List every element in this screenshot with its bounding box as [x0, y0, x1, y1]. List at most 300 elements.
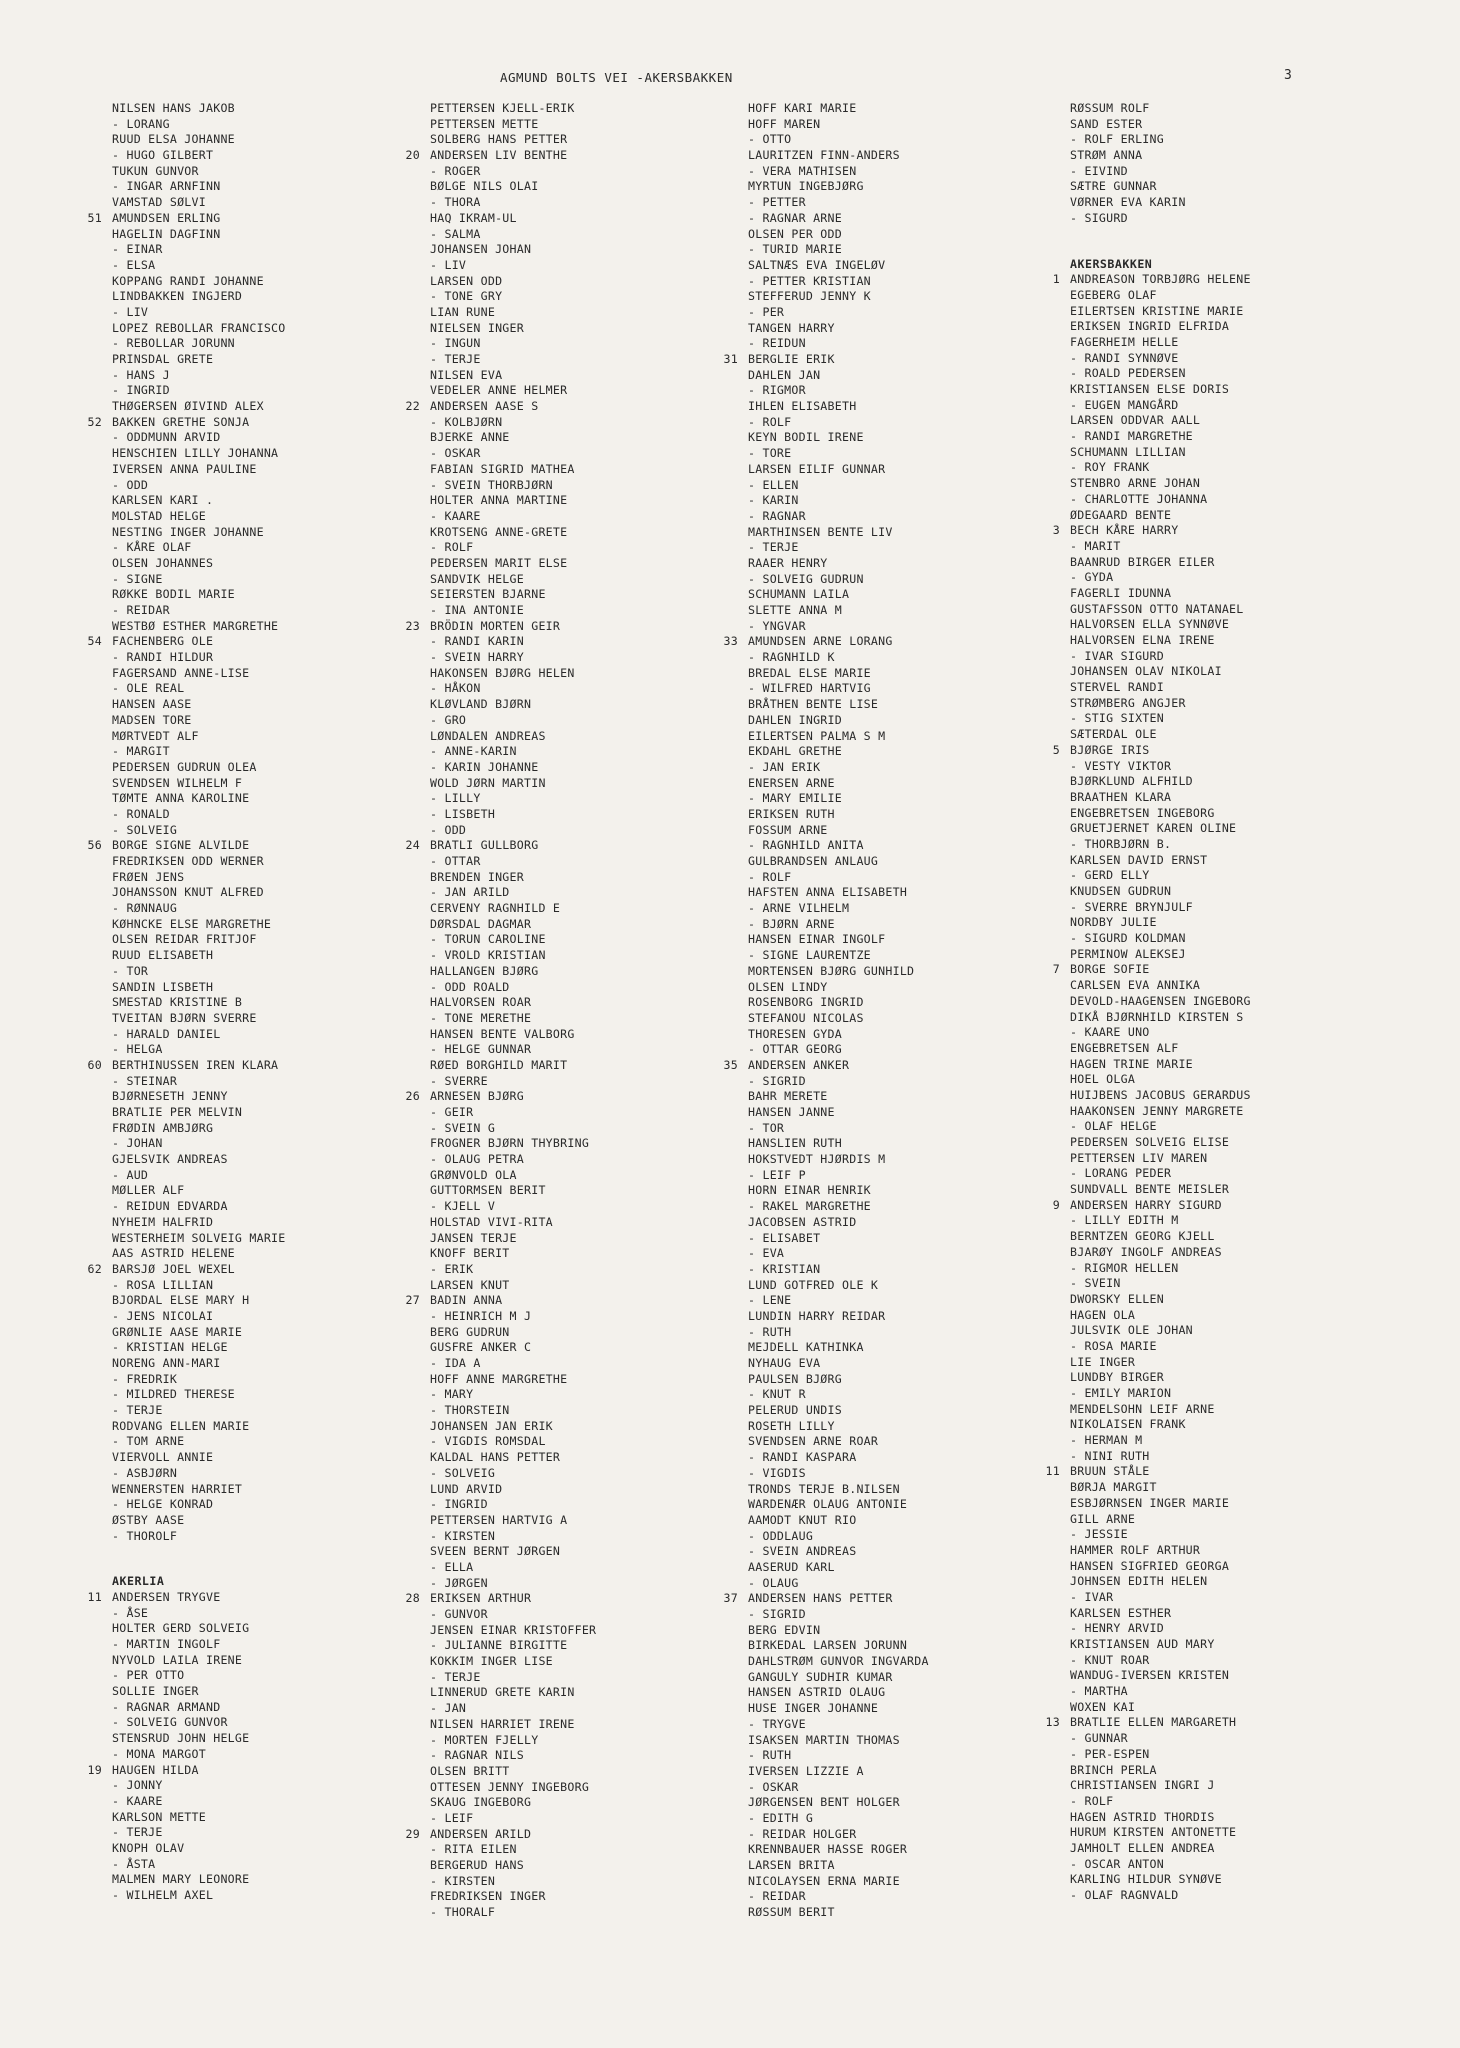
resident-name: PEDERSEN MARIT ELSE: [430, 555, 568, 570]
resident-name: DAHLSTRØM GUNVOR INGVARDA: [748, 1654, 929, 1669]
resident-entry: [1070, 1653, 1375, 1669]
page-header: AGMUND BOLTS VEI -AKERSBAKKEN: [500, 70, 733, 85]
resident-entry: [430, 195, 735, 211]
resident-entry: [1070, 476, 1375, 492]
resident-entry: [430, 1623, 735, 1639]
resident-name: - VIGDIS ROMSDAL: [430, 1434, 546, 1449]
resident-name: DIKÅ BJØRNHILD KIRSTEN S: [1070, 1009, 1244, 1024]
resident-entry: [748, 1121, 1053, 1137]
resident-name: STERVEL RANDI: [1070, 680, 1164, 695]
resident-entry: [1070, 335, 1375, 351]
resident-name: NIKOLAISEN FRANK: [1070, 1417, 1186, 1432]
resident-entry: [1070, 1402, 1375, 1418]
resident-entry: [748, 823, 1053, 839]
resident-name: MALMEN MARY LEONORE: [112, 1872, 250, 1887]
resident-name: HANSEN AASE: [112, 697, 192, 712]
resident-name: - RAGNHILD ANITA: [748, 838, 864, 853]
resident-entry: [748, 980, 1053, 996]
resident-name: - MARIT: [1070, 538, 1121, 553]
resident-name: - RANDI KARIN: [430, 634, 524, 649]
resident-name: SVEEN BERNT JØRGEN: [430, 1544, 561, 1559]
resident-entry: [112, 148, 417, 164]
resident-entry: [1070, 1763, 1375, 1779]
resident-name: PELERUD UNDIS: [748, 1403, 842, 1418]
resident-name: - SOLVEIG: [112, 822, 178, 837]
resident-name: WESTBØ ESTHER MARGRETHE: [112, 618, 279, 633]
resident-entry: [430, 1136, 735, 1152]
resident-name: - SIGRID: [748, 1073, 806, 1088]
resident-name: - SVERRE BRYNJULF: [1070, 899, 1193, 914]
resident-name: JAMHOLT ELLEN ANDREA: [1070, 1840, 1215, 1855]
resident-entry: [112, 980, 417, 996]
resident-entry: [430, 1889, 735, 1905]
resident-entry: [430, 729, 735, 745]
resident-entry: [87, 1762, 417, 1779]
resident-name: JOHANSEN OLAV NIKOLAI: [1070, 664, 1222, 679]
resident-name: - GERD ELLY: [1070, 868, 1150, 883]
resident-entry: [1070, 148, 1375, 164]
resident-name: - RAGNAR ARMAND: [112, 1699, 221, 1714]
resident-name: ANDERSEN TRYGVE: [112, 1589, 221, 1604]
resident-name: HOLTER ANNA MARTINE: [430, 493, 568, 508]
resident-entry: [430, 1262, 735, 1278]
resident-entry: [112, 1278, 417, 1294]
resident-name: - KAARE: [430, 508, 481, 523]
resident-name: GRØNVOLD OLA: [430, 1167, 517, 1182]
resident-entry: [1070, 837, 1375, 853]
resident-name: HOEL OLGA: [1070, 1072, 1136, 1087]
resident-name: - ODD: [430, 822, 467, 837]
resident-entry: [112, 697, 417, 713]
resident-entry: [1070, 1527, 1375, 1543]
resident-name: HANSEN JANNE: [748, 1105, 835, 1119]
resident-entry: [112, 587, 417, 603]
resident-entry: [1070, 586, 1375, 602]
resident-name: - JAN ARILD: [430, 885, 510, 900]
resident-entry: [430, 117, 735, 133]
resident-name: BAKKEN GRETHE SONJA: [112, 414, 250, 429]
resident-entry: [748, 1513, 1053, 1529]
resident-name: HALVORSEN ELLA SYNNØVE: [1070, 617, 1230, 632]
resident-name: ESBJØRNSEN INGER MARIE: [1070, 1495, 1230, 1510]
resident-name: - THORSTEIN: [430, 1403, 510, 1418]
house-number: 1: [1052, 272, 1060, 287]
resident-entry: [112, 791, 417, 807]
resident-entry: [748, 1607, 1053, 1623]
resident-name: - INGAR ARNFINN: [112, 179, 221, 194]
resident-entry: [1070, 1417, 1375, 1433]
resident-name: - ODD: [112, 477, 149, 492]
resident-name: - EVA: [748, 1246, 785, 1261]
resident-name: - JØRGEN: [430, 1575, 488, 1590]
resident-name: PRINSDAL GRETE: [112, 352, 214, 366]
resident-entry: [430, 1811, 735, 1827]
resident-name: GULBRANDSEN ANLAUG: [748, 854, 879, 868]
resident-entry: [112, 932, 417, 948]
resident-entry: [430, 1434, 735, 1450]
resident-name: - OSKAR: [748, 1779, 799, 1794]
resident-entry: [112, 1668, 417, 1684]
resident-entry: [748, 1905, 1053, 1921]
resident-name: PETTERSEN LIV MAREN: [1070, 1150, 1208, 1165]
resident-name: - HERMAN M: [1070, 1433, 1143, 1448]
resident-entry: [748, 619, 1053, 635]
resident-name: - JULIANNE BIRGITTE: [430, 1638, 568, 1653]
resident-name: LARSEN BRITA: [748, 1858, 835, 1872]
resident-name: LØNDALEN ANDREAS: [430, 728, 546, 743]
resident-entry: [1070, 1574, 1375, 1590]
resident-name: SANDVIK HELGE: [430, 571, 524, 586]
resident-name: JULSVIK OLE JOHAN: [1070, 1323, 1193, 1338]
resident-entry: [1070, 1825, 1375, 1841]
resident-entry: [112, 1606, 417, 1622]
resident-name: - HARALD DANIEL: [112, 1026, 221, 1041]
resident-entry: [112, 744, 417, 760]
resident-entry: [112, 195, 417, 211]
resident-name: - ROLF: [430, 540, 474, 555]
resident-entry: [112, 1841, 417, 1857]
resident-name: BERG GUDRUN: [430, 1324, 510, 1339]
resident-name: - RUTH: [748, 1748, 792, 1763]
resident-entry: [1070, 680, 1375, 696]
resident-name: - THORBJØRN B.: [1070, 836, 1172, 851]
house-number: 20: [405, 148, 420, 163]
resident-entry: [1070, 1637, 1375, 1653]
resident-entry: [1070, 1166, 1375, 1182]
resident-entry: [430, 744, 735, 760]
resident-name: - TOR: [112, 963, 149, 978]
resident-entry: [748, 1340, 1053, 1356]
resident-name: - ARNE VILHELM: [748, 901, 850, 916]
resident-entry: [1070, 413, 1375, 429]
resident-name: BRÅTHEN BENTE LISE: [748, 697, 879, 712]
resident-name: - OLAF HELGE: [1070, 1119, 1157, 1134]
resident-name: LUNDBY BIRGER: [1070, 1370, 1164, 1385]
resident-name: FAGERSAND ANNE-LISE: [112, 665, 250, 680]
resident-entry: [748, 1152, 1053, 1168]
resident-name: - MILDRED THERESE: [112, 1387, 235, 1402]
resident-name: - VERA MATHISEN: [748, 163, 857, 178]
resident-name: DAHLEN JAN: [748, 367, 821, 382]
house-number: 60: [87, 1057, 102, 1072]
resident-entry: [112, 760, 417, 776]
resident-entry: [748, 681, 1053, 697]
street-name: AKERSBAKKEN: [1070, 256, 1153, 271]
resident-entry: [1070, 853, 1375, 869]
resident-name: VEDELER ANNE HELMER: [430, 383, 568, 398]
resident-entry: [1070, 1480, 1375, 1496]
resident-entry: [1070, 915, 1375, 931]
resident-name: TØMTE ANNA KAROLINE: [112, 791, 250, 806]
resident-name: HANSEN ASTRID OLAUG: [748, 1685, 886, 1700]
resident-entry: [748, 1136, 1053, 1152]
resident-name: THORESEN GYDA: [748, 1026, 842, 1041]
resident-entry: [1070, 1668, 1375, 1684]
resident-name: LARSEN ODD: [430, 273, 503, 288]
resident-name: GRUETJERNET KAREN OLINE: [1070, 821, 1237, 836]
resident-entry: [430, 823, 735, 839]
resident-entry: [1070, 492, 1375, 508]
resident-name: OLSEN LINDY: [748, 979, 828, 994]
resident-name: MEJDELL KATHINKA: [748, 1340, 864, 1355]
resident-entry: [430, 932, 735, 948]
resident-name: - TERJE: [430, 1669, 481, 1684]
resident-name: GRØNLIE AASE MARIE: [112, 1324, 243, 1339]
resident-entry: [112, 399, 417, 415]
resident-name: HANSEN SIGFRIED GEORGA: [1070, 1558, 1230, 1573]
resident-name: - CHARLOTTE JOHANNA: [1070, 491, 1208, 506]
resident-name: - MONA MARGOT: [112, 1746, 206, 1761]
resident-entry: [430, 681, 735, 697]
resident-entry: [1070, 1119, 1375, 1135]
resident-name: - ODDMUNN ARVID: [112, 430, 221, 445]
resident-name: - LEIF: [430, 1810, 474, 1825]
resident-name: - JAN ERIK: [748, 759, 821, 774]
resident-name: - KRISTIAN HELGE: [112, 1340, 228, 1355]
resident-entry: [87, 634, 417, 650]
resident-entry: [1052, 962, 1375, 978]
directory-column-4: [1045, 101, 1375, 1904]
resident-name: BJARØY INGOLF ANDREAS: [1070, 1244, 1222, 1259]
resident-name: - ROLF ERLING: [1070, 132, 1164, 147]
resident-name: - SOLVEIG GUDRUN: [748, 571, 864, 586]
resident-name: - REIDAR: [748, 1889, 806, 1904]
resident-entry: [748, 1231, 1053, 1247]
resident-name: AAMODT KNUT RIO: [748, 1512, 857, 1527]
resident-entry: [748, 932, 1053, 948]
resident-entry: [748, 179, 1053, 195]
resident-name: BIRKEDAL LARSEN JORUNN: [748, 1638, 908, 1653]
resident-name: JACOBSEN ASTRID: [748, 1214, 857, 1229]
resident-name: PERMINOW ALEKSEJ: [1070, 946, 1186, 961]
resident-name: WOLD JØRN MARTIN: [430, 775, 546, 790]
resident-name: - ELLEN: [748, 477, 799, 492]
resident-name: JOHANSSON KNUT ALFRED: [112, 885, 264, 900]
resident-entry: [748, 1293, 1053, 1309]
resident-name: SKAUG INGEBORG: [430, 1795, 532, 1810]
house-number: 3: [1052, 523, 1060, 538]
resident-entry: [1070, 790, 1375, 806]
resident-entry: [1070, 1512, 1375, 1528]
house-number: 13: [1045, 1715, 1060, 1730]
resident-name: KNUDSEN GUDRUN: [1070, 884, 1172, 898]
resident-name: NORDBY JULIE: [1070, 915, 1157, 930]
resident-entry: [112, 1356, 417, 1372]
resident-name: ØDEGAARD BENTE: [1070, 507, 1172, 522]
resident-name: BAANRUD BIRGER EILER: [1070, 554, 1215, 569]
resident-name: - EIVIND: [1070, 163, 1128, 178]
resident-entry: [430, 1183, 735, 1199]
resident-name: CHRISTIANSEN INGRI J: [1070, 1778, 1215, 1793]
resident-name: PETTERSEN METTE: [430, 116, 539, 131]
resident-entry: [112, 336, 417, 352]
resident-name: OLSEN REIDAR FRITJOF: [112, 932, 257, 947]
resident-name: - SVEIN ANDREAS: [748, 1544, 857, 1559]
resident-name: HOFF ANNE MARGRETHE: [430, 1371, 568, 1386]
resident-name: BERGLIE ERIK: [748, 352, 835, 366]
resident-entry: [748, 1685, 1053, 1701]
resident-name: - KARIN JOHANNE: [430, 759, 539, 774]
resident-entry: [748, 1325, 1053, 1341]
resident-name: - OTTO: [748, 132, 792, 147]
resident-name: MYRTUN INGEBJØRG: [748, 179, 864, 194]
resident-entry: [1070, 774, 1375, 790]
resident-entry: [748, 305, 1053, 321]
resident-entry: [430, 1466, 735, 1482]
resident-name: - MARY: [430, 1387, 474, 1402]
resident-name: GILL ARNE: [1070, 1511, 1136, 1526]
resident-name: LOPEZ REBOLLAR FRANCISCO: [112, 320, 286, 335]
resident-entry: [112, 1231, 417, 1247]
resident-name: - THOROLF: [112, 1528, 178, 1543]
resident-name: SANDIN LISBETH: [112, 979, 214, 994]
resident-entry: [430, 1246, 735, 1262]
resident-name: LARSEN KNUT: [430, 1277, 510, 1292]
resident-entry: [430, 964, 735, 980]
resident-name: - TOR: [748, 1120, 785, 1135]
resident-name: KALDAL HANS PETTER: [430, 1450, 561, 1465]
resident-entry: [430, 368, 735, 384]
resident-name: - RAKEL MARGRETHE: [748, 1199, 871, 1214]
resident-name: AAS ASTRID HELENE: [112, 1246, 235, 1261]
resident-entry: [1070, 1747, 1375, 1763]
resident-name: AASERUD KARL: [748, 1559, 835, 1574]
resident-name: TRONDS TERJE B.NILSEN: [748, 1481, 900, 1496]
street-heading: [112, 1574, 417, 1590]
resident-entry: [112, 713, 417, 729]
resident-entry: [87, 210, 417, 227]
resident-entry: [430, 211, 735, 227]
resident-name: LINDBAKKEN INGJERD: [112, 289, 243, 304]
resident-entry: [430, 1215, 735, 1231]
resident-entry: [1070, 1496, 1375, 1512]
resident-name: KRISTIANSEN AUD MARY: [1070, 1637, 1215, 1651]
directory-column-2: [405, 101, 735, 1921]
resident-name: - LEIF P: [748, 1167, 806, 1182]
resident-name: PETTERSEN KJELL-ERIK: [430, 101, 575, 115]
resident-entry: [1070, 211, 1375, 227]
resident-name: ENERSEN ARNE: [748, 775, 835, 790]
resident-entry: [748, 478, 1053, 494]
resident-entry: [112, 1293, 417, 1309]
resident-entry: [748, 1576, 1053, 1592]
resident-entry: [748, 525, 1053, 541]
resident-entry: [748, 1105, 1053, 1121]
resident-entry: [430, 854, 735, 870]
resident-entry: [405, 148, 735, 164]
resident-name: JØRGENSEN BENT HOLGER: [748, 1795, 900, 1810]
resident-name: - GUNVOR: [430, 1607, 488, 1621]
resident-name: - PER: [748, 304, 785, 319]
resident-entry: [1070, 570, 1375, 586]
resident-entry: [1070, 555, 1375, 571]
resident-name: BRATLI GULLBORG: [430, 838, 539, 853]
resident-name: GUSFRE ANKER C: [430, 1340, 532, 1355]
resident-name: - IVAR: [1070, 1589, 1114, 1604]
resident-name: - RAGNAR: [748, 508, 806, 523]
resident-entry: [1070, 1621, 1375, 1637]
resident-name: - TURID MARIE: [748, 242, 842, 257]
resident-name: BRUUN STÅLE: [1070, 1464, 1150, 1479]
resident-entry: [748, 1199, 1053, 1215]
resident-entry: [748, 1654, 1053, 1670]
resident-name: KNOPH OLAV: [112, 1840, 185, 1855]
resident-entry: [112, 1419, 417, 1435]
resident-name: - AUD: [112, 1167, 149, 1182]
resident-name: KEYN BODIL IRENE: [748, 430, 864, 445]
resident-entry: [430, 289, 735, 305]
resident-name: KARLSEN DAVID ERNST: [1070, 852, 1208, 867]
resident-entry: [112, 556, 417, 572]
resident-name: - RANDI HILDUR: [112, 650, 214, 665]
resident-entry: [87, 838, 417, 854]
resident-name: - EDITH G: [748, 1810, 814, 1825]
resident-entry: [430, 525, 735, 541]
house-number: 33: [723, 634, 738, 649]
resident-name: - PER-ESPEN: [1070, 1746, 1150, 1761]
resident-name: BRAATHEN KLARA: [1070, 789, 1172, 804]
resident-name: HOKSTVEDT HJØRDIS M: [748, 1152, 886, 1167]
resident-entry: [112, 681, 417, 697]
resident-name: - TRYGVE: [748, 1716, 806, 1731]
resident-entry: [1070, 1433, 1375, 1449]
resident-entry: [748, 117, 1053, 133]
resident-entry: [430, 1325, 735, 1341]
resident-name: - RAGNHILD K: [748, 650, 835, 665]
resident-name: - TERJE: [430, 352, 481, 366]
resident-name: - ÅSTA: [112, 1856, 156, 1871]
resident-name: DAHLEN INGRID: [748, 712, 842, 727]
resident-entry: [748, 791, 1053, 807]
resident-entry: [748, 1795, 1053, 1811]
resident-name: ØSTBY AASE: [112, 1512, 185, 1527]
resident-name: BORGE SIGNE ALVILDE: [112, 838, 250, 853]
resident-name: STRØMBERG ANGJER: [1070, 695, 1186, 710]
resident-name: - GEIR: [430, 1105, 474, 1119]
resident-name: - RANDI KASPARA: [748, 1450, 857, 1465]
resident-name: ISAKSEN MARTIN THOMAS: [748, 1732, 900, 1747]
resident-entry: [748, 572, 1053, 588]
resident-name: RØKKE BODIL MARIE: [112, 587, 235, 602]
resident-entry: [1070, 1135, 1375, 1151]
resident-name: ENGEBRETSEN ALF: [1070, 1040, 1179, 1055]
resident-name: BRINCH PERLA: [1070, 1762, 1157, 1777]
resident-name: HAGEN ASTRID THORDIS: [1070, 1809, 1215, 1824]
resident-name: - SIGURD KOLDMAN: [1070, 931, 1186, 946]
resident-entry: [430, 321, 735, 337]
resident-entry: [112, 1497, 417, 1513]
resident-name: - JONNY: [112, 1778, 163, 1793]
resident-name: FAGERLI IDUNNA: [1070, 585, 1172, 600]
directory-column-1: [87, 101, 417, 1904]
resident-entry: [405, 1826, 735, 1843]
resident-entry: [748, 666, 1053, 682]
resident-entry: [112, 1121, 417, 1137]
resident-name: - KÅRE OLAF: [112, 540, 192, 555]
resident-name: NIELSEN INGER: [430, 320, 524, 335]
resident-entry: [1070, 132, 1375, 148]
resident-entry: [112, 352, 417, 368]
resident-entry: [1070, 1731, 1375, 1747]
resident-name: OLSEN JOHANNES: [112, 555, 214, 570]
resident-entry: [112, 289, 417, 305]
resident-name: TVEITAN BJØRN SVERRE: [112, 1010, 257, 1025]
resident-name: JOHNSEN EDITH HELEN: [1070, 1574, 1208, 1589]
resident-entry: [1070, 195, 1375, 211]
resident-name: - SVEIN THORBJØRN: [430, 477, 553, 492]
resident-name: HAMMER ROLF ARTHUR: [1070, 1542, 1201, 1557]
resident-name: FRØEN JENS: [112, 869, 185, 884]
